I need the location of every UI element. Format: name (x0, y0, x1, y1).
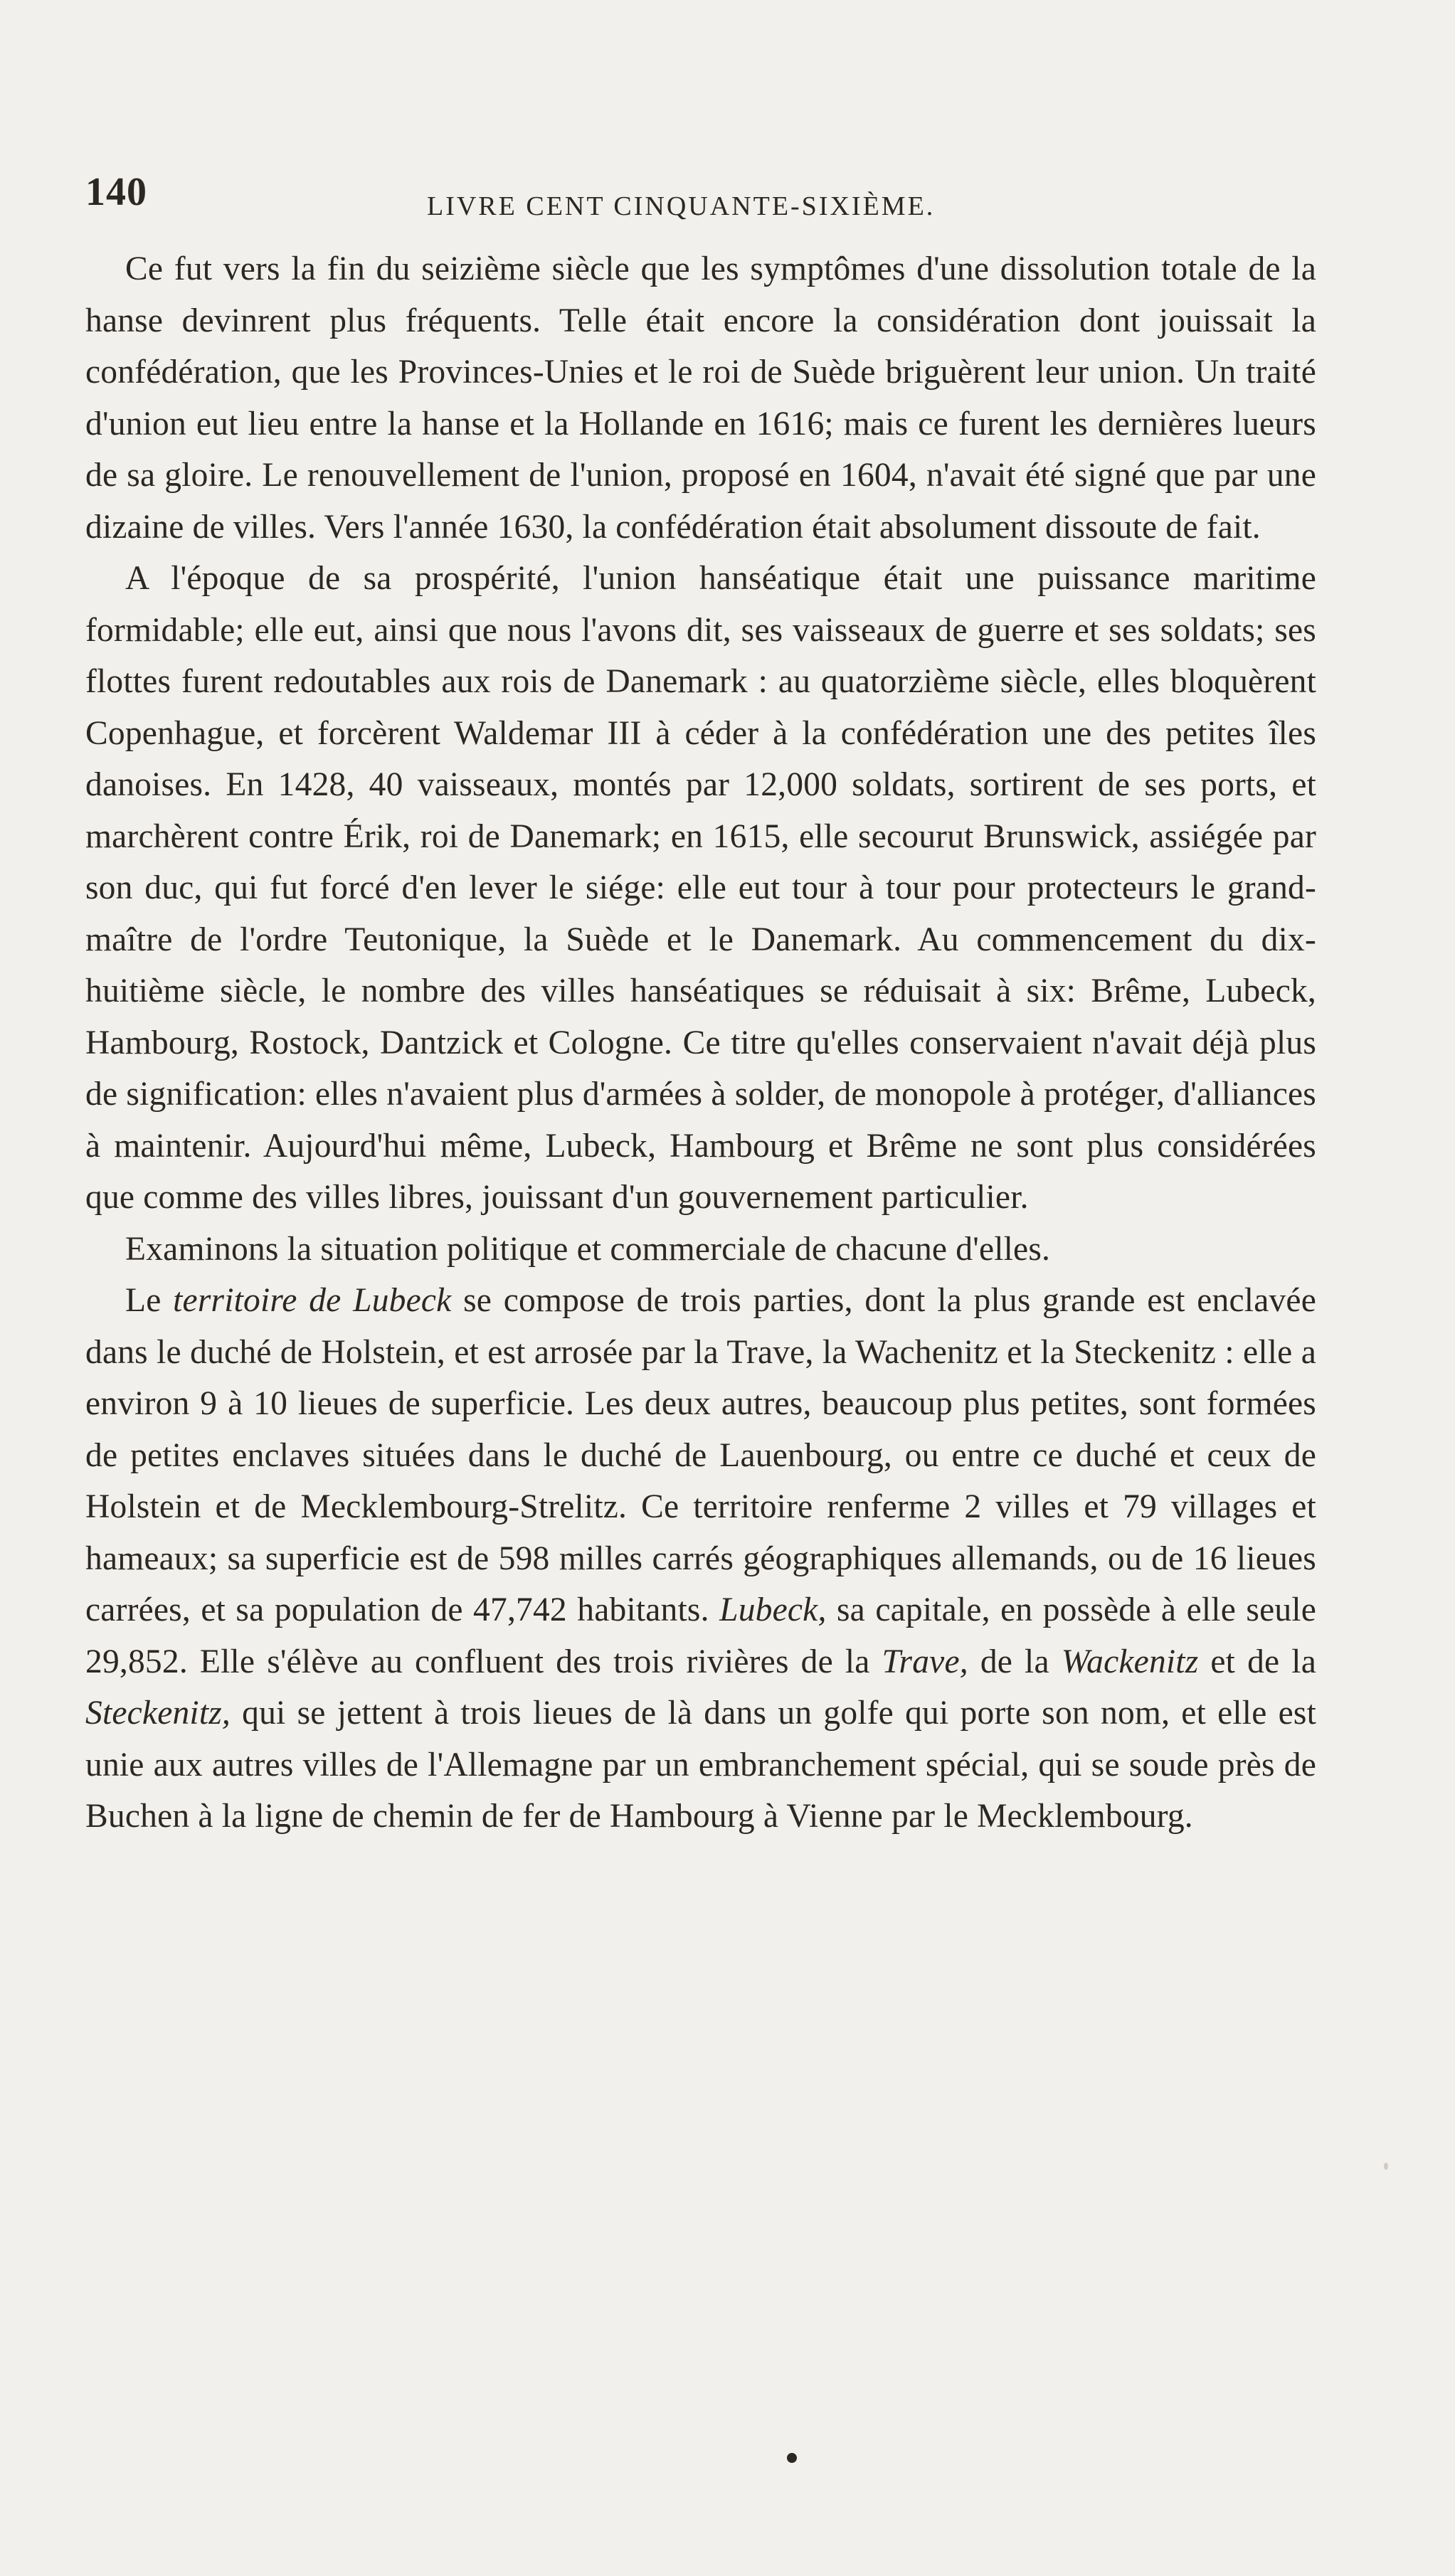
emphasis-wackenitz: Wackenitz (1061, 1643, 1199, 1680)
page-header (85, 169, 1338, 226)
printer-dot-mark (787, 2453, 797, 2463)
emphasis-lubeck: Lubeck, (719, 1591, 827, 1628)
text-run: de la (968, 1643, 1062, 1680)
paragraph-hanse-dissolution: Ce fut vers la fin du seizième siècle que les symptômes d'une dissolution totale de la hanse devinrent plus fréquents. Telle était encore la considération dont jouissait la confédération, que les Provinces-Unies et le roi de Suède briguèrent leur union. Un traité d'union eut lieu entre la hanse et la Hollande en 1616; mais ce furent les dernières lueurs de sa gloire. Le renouvellement de l'union, proposé en 1604, n'avait été signé que par une dizaine de villes. Vers l'année 1630, la confédération était absolument dissoute de fait. (85, 250, 1316, 546)
running-title: LIVRE CENT CINQUANTE-SIXIÈME. (427, 191, 936, 221)
page-number: 140 (85, 170, 147, 214)
emphasis-territoire-de-lubeck: territoire de Lubeck (173, 1282, 452, 1319)
text-run: Le (125, 1282, 174, 1319)
paragraph-hanse-prosperity: A l'époque de sa prospérité, l'union hanséatique était une puissance maritime formidable; elle eut, ainsi que nous l'avons dit, ses vaisseaux de guerre et ses soldats; ses flottes furent redoutables aux rois de Danemark : au quatorzième siècle, elles bloquèrent Copenhague, et forcèrent Waldemar III à céder à la confédération une des petites îles danoises. En 1428, 40 vaisseaux, montés par 12,000 soldats, sortirent de ses ports, et marchèrent contre Érik, roi de Danemark; en 1615, elle secourut Brunswick, assiégée par son duc, qui fut forcé d'en lever le siége: elle eut tour à tour pour protecteurs le grand-maître de l'ordre Teutonique, la Suède et le Danemark. Au commencement du dix-huitième siècle, le nombre des villes hanséatiques se réduisait à six: Brême, Lubeck, Hambourg, Rostock, Dantzick et Cologne. Ce titre qu'elles conservaient n'avait déjà plus de signification: elles n'avaient plus d'armées à solder, de monopole à protéger, d'alliances à maintenir. Aujourd'hui même, Lubeck, Hambourg et Brême ne sont plus considérées que comme des villes libres, jouissant d'un gouvernement particulier. (85, 560, 1316, 1216)
text-run: et de la (1198, 1643, 1316, 1680)
text-run: se compose de trois parties, dont la plus grande est enclavée dans le duché de Holstein, et est arrosée par la Trave, la Wachenitz et la Steckenitz : elle a environ 9 à 10 lieues de superficie. Les deux autres, beaucoup plus petites, sont formées de petites enclaves situées dans le duché de Lauenbourg, ou entre ce duché et ceux de Holstein et de Mecklembourg-Strelitz. Ce territoire renferme 2 villes et 79 villages et hameaux; sa superficie est de 598 milles carrés géographiques allemands, ou de 16 lieues carrées, et sa population de 47,742 habitants. (85, 1282, 1316, 1628)
emphasis-trave: Trave, (882, 1643, 968, 1680)
paragraph-examinons: Examinons la situation politique et commerciale de chacune d'elles. (125, 1230, 1051, 1268)
paragraph-territoire-lubeck (85, 1275, 1316, 1843)
text-run: qui se jettent à trois lieues de là dans un golfe qui porte son nom, et elle est unie aux autres villes de l'Allemagne par un embranchement spécial, qui se soude près de Buchen à la ligne de chemin de fer de Hambourg à Vienne par le Mecklembourg. (85, 1695, 1316, 1835)
body-text (85, 243, 1316, 1843)
text-run: sa capitale, en possède à elle seule 29,852. Elle s'élève au confluent des trois rivières de la (85, 1591, 1316, 1680)
paper-speck (1384, 2163, 1388, 2170)
emphasis-steckenitz: Steckenitz, (85, 1695, 231, 1732)
